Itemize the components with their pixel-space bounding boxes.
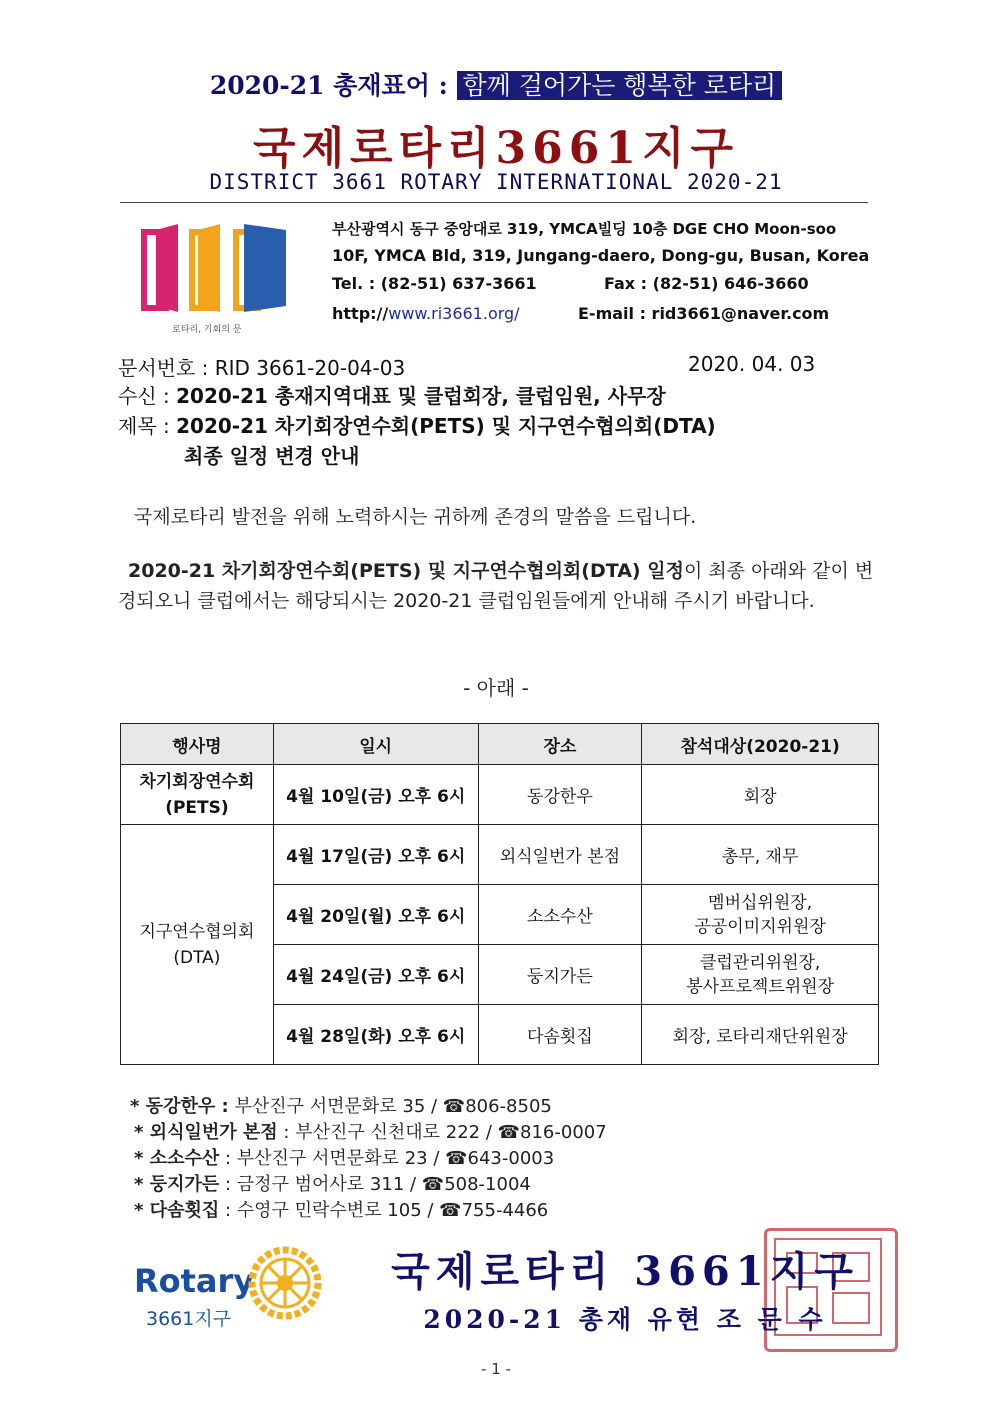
venue-item: [134, 1118, 607, 1144]
row-place: 둥지가든: [478, 945, 642, 1005]
subject-line2: 최종 일정 변경 안내: [184, 444, 360, 468]
venue-addr: : 부산진구 서면문화로 23 / ☎643-0003: [224, 1148, 555, 1169]
table-header-row: [121, 724, 879, 765]
row-target: 회장: [642, 765, 879, 825]
row-place: 외식일번가 본점: [478, 825, 642, 885]
address-en: 10F, YMCA Bld, 319, Jungang-daero, Dong-gu, Busan, Korea: [332, 246, 870, 265]
row-date: 4월 10일(금) 오후 6시: [273, 765, 478, 825]
venue-name: * 동강한우 :: [130, 1096, 229, 1117]
row-target: 회장, 로타리재단위원장: [642, 1005, 879, 1065]
venue-name: * 둥지가든: [134, 1174, 220, 1195]
header-date: 일시: [273, 724, 478, 765]
website[interactable]: [332, 304, 520, 323]
rotary-wordmark: Rotary: [134, 1262, 255, 1300]
web-prefix: http://: [332, 304, 389, 323]
venue-name: * 외식일번가 본점: [134, 1122, 278, 1143]
org-name: 국제로타리 3661지구: [391, 1248, 859, 1295]
row-target: 클럽관리위원장, 봉사프로젝트위원장: [642, 945, 879, 1005]
schedule-table: [120, 723, 879, 1065]
recipient-label: 수신 :: [118, 384, 170, 408]
event-pets: 차기회장연수회 (PETS): [121, 765, 274, 825]
signer: 2020-21 총재 유현 조 문 수: [423, 1305, 827, 1334]
document-date: 2020. 04. 03: [688, 352, 816, 376]
row-place: 다솜횟집: [478, 1005, 642, 1065]
body-paragraph: [118, 556, 878, 616]
page-number: - 1 -: [481, 1360, 511, 1378]
fax: Fax : (82-51) 646-3660: [604, 274, 809, 293]
row-date: 4월 28일(화) 오후 6시: [273, 1005, 478, 1065]
rotary-wheel-icon: [248, 1246, 322, 1320]
header-place: 장소: [478, 724, 642, 765]
slogan-text: 함께 걸어가는 행복한 로타리: [457, 71, 783, 100]
header-target: 참석대상(2020-21): [642, 724, 879, 765]
header-divider: [120, 202, 868, 203]
web-url[interactable]: www.ri3661.org/: [388, 304, 520, 323]
body-rest: 이 최종 아래와 같이 변경되오니 클럽에서는 해당되시는 2020-21 클럽임원들에게 안내해 주시기 바랍니다.: [118, 560, 874, 612]
table-row: [121, 765, 879, 825]
venue-item: [134, 1144, 554, 1170]
recipient-line: [118, 380, 666, 409]
venue-addr: 부산진구 서면문화로 35 / ☎806-8505: [234, 1096, 552, 1117]
row-date: 4월 24일(금) 오후 6시: [273, 945, 478, 1005]
email: E-mail : rid3661@naver.com: [578, 304, 830, 323]
slogan: [0, 66, 992, 102]
district-title: 국제로타리3661지구: [253, 123, 739, 174]
door-logo-icon: [140, 220, 290, 316]
recipient: 2020-21 총재지역대표 및 클럽회장, 클럽임원, 사무장: [176, 384, 666, 408]
venue-item: [134, 1170, 531, 1196]
subject-line: [118, 410, 716, 439]
row-date: 4월 17일(금) 오후 6시: [273, 825, 478, 885]
door-logo: [140, 220, 290, 335]
address-ko: 부산광역시 동구 중앙대로 319, YMCA빌딩 10층 DGE CHO Moon-soo: [332, 220, 837, 238]
row-place: 소소수산: [478, 885, 642, 945]
venue-name: * 다솜횟집: [134, 1200, 220, 1221]
header-event: 행사명: [121, 724, 274, 765]
venue-item: [130, 1092, 552, 1118]
document-number: 문서번호 : RID 3661-20-04-03: [118, 356, 406, 380]
tel: Tel. : (82-51) 637-3661: [332, 274, 537, 293]
event-dta: 지구연수협의회 (DTA): [121, 825, 274, 1065]
row-target: 멤버십위원장, 공공이미지위원장: [642, 885, 879, 945]
venue-name: * 소소수산: [134, 1148, 220, 1169]
logo-caption: 로타리, 기회의 문: [172, 325, 242, 335]
venue-addr: : 금정구 범어사로 311 / ☎508-1004: [224, 1174, 531, 1195]
district-subtitle: DISTRICT 3661 ROTARY INTERNATIONAL 2020-21: [209, 170, 783, 194]
venue-addr: : 수영구 민락수변로 105 / ☎755-4466: [224, 1200, 549, 1221]
subject-label: 제목 :: [118, 414, 170, 438]
below-note: - 아래 -: [463, 676, 529, 700]
subject-line1: 2020-21 차기회장연수회(PETS) 및 지구연수협의회(DTA): [176, 414, 716, 438]
row-place: 동강한우: [478, 765, 642, 825]
body-bold: 2020-21 차기회장연수회(PETS) 및 지구연수협의회(DTA) 일정: [128, 560, 684, 582]
row-date: 4월 20일(월) 오후 6시: [273, 885, 478, 945]
slogan-label: 2020-21 총재표어 :: [209, 71, 448, 100]
table-row: [121, 825, 879, 885]
row-target: 총무, 재무: [642, 825, 879, 885]
greeting: 국제로타리 발전을 위해 노력하시는 귀하께 존경의 말씀을 드립니다.: [134, 506, 697, 528]
venue-item: [134, 1196, 548, 1222]
rotary-district: 3661지구: [146, 1308, 232, 1330]
venue-addr: : 부산진구 신천대로 222 / ☎816-0007: [283, 1122, 607, 1143]
